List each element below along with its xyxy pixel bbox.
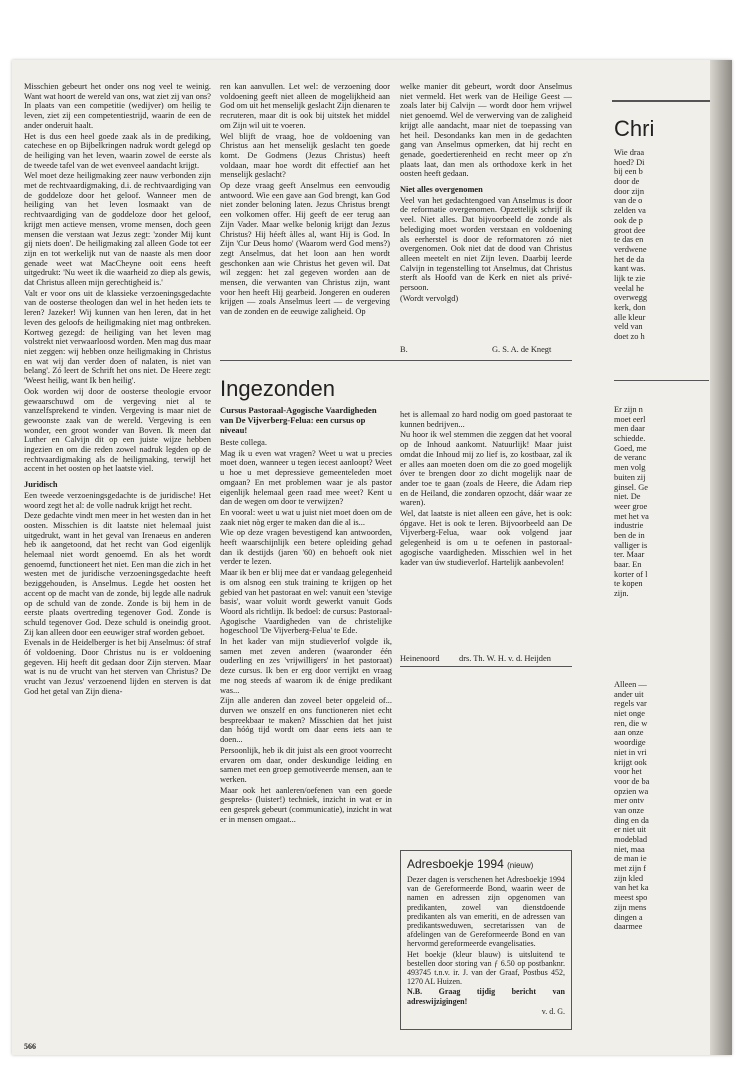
section-heading: Niet alles overgenomen xyxy=(400,185,483,195)
section-heading: Juridisch xyxy=(24,480,58,490)
section-divider xyxy=(220,360,572,361)
text-line: veelal he xyxy=(614,283,644,293)
right-page-top-rule xyxy=(612,100,712,102)
text-line: hoed? Di xyxy=(614,157,645,167)
text-line: korter of l xyxy=(614,569,648,579)
text-line: er niet uit xyxy=(614,825,647,835)
text-line: weer groe xyxy=(614,501,648,511)
article-column-2 xyxy=(220,82,390,352)
text-line: ben de in xyxy=(614,530,645,540)
letter-column-1 xyxy=(220,438,392,1043)
text-line: buiten zij xyxy=(614,472,646,482)
text-line: ren, die w xyxy=(614,718,648,728)
text-line: valliger is xyxy=(614,540,648,550)
text-line: Wie draa xyxy=(614,148,645,157)
text-line: Er zijn n xyxy=(614,405,643,414)
paragraph: Evenals in de Heidelberger is het bij Anselmus: óf straf óf voldoening. Door Christus nu is er voldoening gegeven. Hij heeft dit gedaan door Zijn sterven. Maar wat is nu de vrucht van het sterven van Christus? De vrucht van Jezus' verzoenend lijden en sterven is dat God het getal van Zijn diena- xyxy=(24,638,211,696)
text-line: daarmee xyxy=(614,922,643,932)
text-line: men daar xyxy=(614,424,645,434)
text-line: lijk te zie xyxy=(614,273,646,283)
paragraph: In het kader van mijn studieverlof volgde ik, samen met zeven anderen (waaronder één ouderling en zes 'vrijwilligers' in het pastoraat) deze cursus. Ik ben er erg door verrijkt en vraag me nog steeds af waarom ik de énige predikant was... xyxy=(220,637,392,695)
text-line: dingen a xyxy=(614,912,643,922)
text-line: niet onge xyxy=(614,709,645,719)
text-line: de veranc xyxy=(614,453,647,463)
text-line: doet zo h xyxy=(614,332,645,342)
adresboekje-notice xyxy=(400,850,572,1030)
paragraph: Het is dus een heel goede zaak als in de prediking, catechese en op Bijbelkringen nadruk wordt gelegd op de heiliging van het leven, waarin zowel de eerste als de tweede tafel van de wet evenveel aandacht krijgt. xyxy=(24,131,211,170)
text-line: de man ie xyxy=(614,854,647,864)
text-line: ding en da xyxy=(614,815,649,825)
text-line: schiedde. xyxy=(614,434,646,444)
signature-author-initial: B. xyxy=(400,345,408,354)
paragraph: welke manier dit gebeurt, wordt door Anselmus niet vermeld. Het werk van de Heilige Geest — zoals later bij Calvijn — wordt door hem vrijwel niet genoemd. Wel de verwerving van de zaligheid krijgt alle aandacht, maar niet de toepassing van het heil. Desondanks kan men in de gedachten gang van Anselmus opmerken, dat hij recht en genade, goedertierenheid en recht meer op z'n plaats laat, dan men als orthodoxe kerk in het oosten heeft gedaan. xyxy=(400,82,572,179)
text-line: ter. Maar xyxy=(614,550,645,560)
text-line: met zijn f xyxy=(614,864,647,874)
letter-author: drs. Th. W. H. v. d. Heijden xyxy=(459,654,551,663)
letter-place: Heinenoord xyxy=(400,654,440,663)
right-page-block-1 xyxy=(614,148,709,348)
text-line: niet, maa xyxy=(614,844,645,854)
article-column-1 xyxy=(24,82,211,1037)
paragraph: Zijn alle anderen dan zoveel beter opgeleid of... durven we onszelf en ons functioneren niet echt bespreekbaar te maken? Misschien dat het juist dan hóóg tijd wordt om daar eens iets aan te doen... xyxy=(220,696,392,745)
text-line: krijgt ook xyxy=(614,757,647,767)
signature-author: G. S. A. de Knegt xyxy=(492,345,552,354)
text-line: verdwene xyxy=(614,244,647,254)
text-line: van onze xyxy=(614,805,644,815)
notice-body: Dezer dagen is verschenen het Adresboekje 1994 van de Gereformeerde Bond, waarin weer de namen en adressen zijn opgenomen van predikanten, zowel van dienstdoende predikanten als van emeriti, en de adressen van predikantsweduwen, secretarissen van de afdelingen van de Gereformeerde Bond en van hervormd gereformeerde evangelisaties. xyxy=(407,875,565,949)
right-page-title: Chri xyxy=(614,116,655,141)
text-line: bij een b xyxy=(614,167,643,177)
text-line: moet eerl xyxy=(614,414,646,424)
paragraph: Op deze vraag geeft Anselmus een eenvoudig antwoord. Wie een gave aan God brengt, kan God niet zonder beloning laten. Jezus Christus brengt een volkomen offer. Hij geeft de eer terug aan Zijn Vader. Maar welke belonig krijgt dan Jezus Christus? Hij héeft àlles al, want Hij is God. In Zijn 'Cur Deus homo' (Waarom werd God mens?) zegt Anselmus, dat het loon aan hen wordt geschonken aan wie Christus het geven wil. Dat wil zeggen: het zal gegeven worden aan de mensen, die verwanten van Christus zijn, want voor hen heeft Hij gearbeid. Jongeren en ouderen krijgen — zoals Anselmus leert — de vergeving van de zonden en de eeuwige zaligheid. Op xyxy=(220,181,390,317)
notice-signature: v. d. G. xyxy=(541,1006,565,1016)
text-line: woordige xyxy=(614,738,646,748)
text-line: men volg xyxy=(614,463,646,473)
text-line: zijn mens xyxy=(614,902,647,912)
text-line: voor de ba xyxy=(614,776,650,786)
paragraph: En vooral: weet u wat u juist niet moet doen om de zaak niet nòg erger te maken dan die al is... xyxy=(220,507,392,527)
paragraph: Veel van het gedachtengoed van Anselmus is door de reformatie overgenomen. Opzettelijk schrijf ik veel. Niet alles. Dat bijvoorbeeld de zonde als belediging moet worden verstaan en voldoening als eerherstel is door de reformatoren zó niet overgenomen. Ook niet dat de dood van Christus alleen meetelt en niet Zijn leven. Daarbij leerde Calvijn in tegenstelling tot Anselmus, dat Christus sterft als Hoofd van de Kerk en niet als privé-persoon. xyxy=(400,195,572,293)
page-number: 566 xyxy=(24,1042,36,1051)
text-line: alle kleur xyxy=(614,312,646,322)
text-line: niet in vri xyxy=(614,747,647,757)
paragraph: Valt er voor ons uit de klassieke verzoeningsgedachte van de oosterse theologen dan wel in het heden iets te leren? Jazeker! Wij kunnen van hen leren, dat in het leven des geloofs de heiligmaking niet mag ontbreken. Kortweg gezegd: de heiliging van het leven mag volstrekt niet verwaarloosd worden. Men mag dus maar niet zeggen: wij hebben onze heiligmaking in Christus en wat wij dan verder doen of nalaten, is niet van belang'. Zó leert de Schrift het ons niet. De Heere zegt: 'Weest heilig, want Ik ben heilig'. xyxy=(24,288,211,386)
text-line: het de da xyxy=(614,254,645,264)
text-line: zijn kled xyxy=(614,873,644,883)
notice-title: Adresboekje 1994 (nieuw) xyxy=(407,857,534,871)
paragraph: Ook worden wij door de oosterse theologie ervoor gewaarschuwd om de vergeving niet al te vanzelfsprekend te vinden. Vergeving is maar niet de gewoonste zaak van de wereld. Vergeving is een wonder, een groot wonder van Boven. Ik meen dat Luther en Calvijn dit op een juiste wijze hebben ingezien en om die reden zowel nadruk legden op de rechtvaardigmaking als de heiligmaking, terwijl het accent in het oosten op het laatste viel. xyxy=(24,386,211,474)
text-line: groot dee xyxy=(614,225,646,235)
text-line: niet. De xyxy=(614,492,641,502)
text-line: Alleen — xyxy=(614,680,647,689)
text-line: Goed, me xyxy=(614,443,647,453)
paragraph: Maar ook het aanleren/oefenen van een goede gespreks- (luister!) techniek, inzicht in wat er in een gesprek gebeurt (communicatie), inzicht in wat er in mensen omgaat... xyxy=(220,785,392,824)
right-page-block-2 xyxy=(614,405,709,605)
text-line: te kopen xyxy=(614,579,643,589)
text-line: kant was. xyxy=(614,264,646,274)
paragraph: Wie op deze vragen bevestigend kan antwoorden, heeft waarschijnlijk een betere opleiding gehad dan ik destijds (jaren '60) en behoeft ook niet verder te lezen. xyxy=(220,528,392,567)
text-line: regels var xyxy=(614,699,647,709)
text-line: van de o xyxy=(614,196,643,206)
right-page-rule xyxy=(614,380,709,381)
text-line: voor het xyxy=(614,767,642,777)
text-line: ook de p xyxy=(614,215,643,225)
text-line: veld van xyxy=(614,322,643,332)
paragraph: Persoonlijk, heb ik dit juist als een groot voorrecht ervaren om daar, onder deskundige leiding en samen met een groep gemotiveerde mensen, aan te werken. xyxy=(220,745,392,784)
notice-nb: N.B. Graag tijdig bericht van adreswijzigingen! xyxy=(407,987,565,1006)
text-line: kerk, don xyxy=(614,303,646,312)
text-line: door de xyxy=(614,177,640,187)
paragraph: Beste collega. xyxy=(220,438,267,447)
magazine-spread xyxy=(12,60,732,1055)
text-line: modeblad xyxy=(614,835,648,844)
text-line: ander uit xyxy=(614,689,644,699)
text-line: door zijn xyxy=(614,186,645,196)
paragraph: (Wordt vervolgd) xyxy=(400,293,459,303)
letter-column-2 xyxy=(400,410,572,648)
paragraph: Mag ik u even wat vragen? Weet u wat u precies moet doen, wanneer u tegen iecest aanloopt? Weet u hoe u met depressieve gemeenteleden moet omgaan? En met problemen waar je als pastor eigenlijk helemaal geen raad mee weet? Kent u dan de wegen om door te verwijzen? xyxy=(220,448,392,507)
text-line: baar. En xyxy=(614,560,642,569)
text-line: zijn. xyxy=(614,589,629,599)
paragraph: Een tweede verzoeningsgedachte is de juridische! Het woord zegt het al: de volle nadruk krijgt het recht. xyxy=(24,490,211,510)
paragraph: Maar ik ben er blij mee dat er vandaag gelegenheid is om alsnog een stuk training te krijgen op het gebied van het pastoraat en wel: vanuit een 'stevige basis', waar voluit wordt gewerkt vanuit Gods Woord als richtlijn. Ik bedoel: de cursus: Pastoraal-Agogische Vaardigheden van de christelijke hogeschool 'De Vijverberg-Felua' te Ede. xyxy=(220,568,392,636)
text-line: te das en xyxy=(614,235,644,245)
text-line: opzien wa xyxy=(614,786,649,796)
text-line: overwegg xyxy=(614,293,648,303)
paragraph: Wel blijft de vraag, hoe de voldoening van Christus aan het menselijk geslacht ten goede komt. De Godmens (Jezus Christus) heeft voldaan, maar hoe wordt dit effectief aan het menselijk geslacht? xyxy=(220,131,390,180)
article-column-3 xyxy=(400,82,572,337)
section-title-ingezonden: Ingezonden xyxy=(220,376,335,401)
letter-end-rule xyxy=(400,666,572,667)
text-line: mer ontv xyxy=(614,796,645,806)
text-line: ginsel. Ge xyxy=(614,482,648,492)
paragraph: Misschien gebeurt het onder ons nog veel te weinig. Want wat hoort de wereld van ons, wat ziet zij van ons? In plaats van een competitie (wedijver) om heilig te leven, ziet zij een competentiestrijd, waarin de een de ander onderuit haalt. xyxy=(24,82,211,130)
text-line: meest spo xyxy=(614,893,648,903)
paragraph: Deze gedachte vindt men meer in het westen dan in het oosten. Misschien is dit laatste niet helemaal juist uitgedrukt, want in het geval van Irenaeus en anderen heb ik aangetoond, dat het recht van God eigenlijk helemaal niet wordt genoemd. En als het wordt genoemd, functioneert het niet. Een man die zich in het westen met de juridische verzoeningsgedachte heeft beziggehouden, is Anselmus. Legde het oosten het accent op de macht van de zonde, bij legde alle nadruk op de schuld van de zonde. Zonde is bij hem in de eerste plaats overtreding tegenover God. Zonde is schuld tegenover God. Deze schuld is oneindig groot. Zij kan alleen door een eeuwiger straf worden geboet. xyxy=(24,511,211,637)
paragraph: ren kan aanvullen. Let wel: de verzoening door voldoening geeft niet alleen de mogelijkheid aan God om uit het menselijk geslacht Zijn dienaren te recruteren, maar dit is ook bij uitstek het middel om Zijn wil uit te voeren. xyxy=(220,82,390,130)
text-line: industrie xyxy=(614,521,644,531)
text-line: zelden va xyxy=(614,206,646,216)
paragraph: Wel, dat laatste is niet alleen een gáve, het is ook: ópgave. Het is ook te leren. Bijvoorbeeld aan De Vijverberg-Felua, waar ook volgend jaar gelegenheid is om u te oefenen in pastoraal-agogische vaardigheden. Misschien wel in het kader van úw studieverlof. Hartelijk aanbevolen! xyxy=(400,509,572,567)
book-spine-edge xyxy=(710,60,732,1055)
text-line: aan onze xyxy=(614,728,644,738)
text-line: van het ka xyxy=(614,883,649,893)
letter-subtitle: Cursus Pastoraal-Agogische Vaardigheden van De Vijverberg-Felua: een cursus op niveau! xyxy=(220,405,377,435)
paragraph: Wel moet deze heiligmaking zeer nauw verbonden zijn met de rechtvaardigmaking, d.i. de rechtvaardiging van de goddeloze door het geloof. Wanneer men de heiliging van het leven losmaakt van de rechtvaardiging van de goddeloze door het geloof, krijgt men actieve mensen, vrome mensen, doch geen mensen die verstaan wat Jezus zegt: 'zonder Mij kunt gij niets doen'. De heiligmaking zal alleen Gode tot eer zijn en tot werkelijk nut van de naaste als men door genade weet wat MacCheyne ooit eens heeft uitgedrukt: 'Nu weet ik die waarheid zo diep als gewis, dat Christus alleen mijn gerechtigheid is.' xyxy=(24,171,211,288)
text-line: met het va xyxy=(614,511,649,521)
right-page-block-3 xyxy=(614,680,709,940)
paragraph: Nu hoor ik wel stemmen die zeggen dat het vooral op de Inhoud aankomt. Natuurlijk! Maar juist omdat die Inhoud mij zo lief is, zo kostbaar, zal ik er alles aan moeten doen om die zo goed mogelijk óver te brengen door zo dicht mogelijk naar de ander toe te gaan (zoals de Heere, die Adam riep en de Heiland, die zondaren opzocht, dáár waar ze waren). xyxy=(400,430,572,508)
notice-order-info: Het boekje (kleur blauw) is uitsluitend te bestellen door storing van ƒ 6.50 op postbanknr. 493745 t.n.v. ir. J. van der Graaf, Postbus 452, 1270 AL Huizen. xyxy=(407,949,565,987)
paragraph: het is allemaal zo hard nodig om goed pastoraat te kunnen bedrijven... xyxy=(400,410,572,429)
